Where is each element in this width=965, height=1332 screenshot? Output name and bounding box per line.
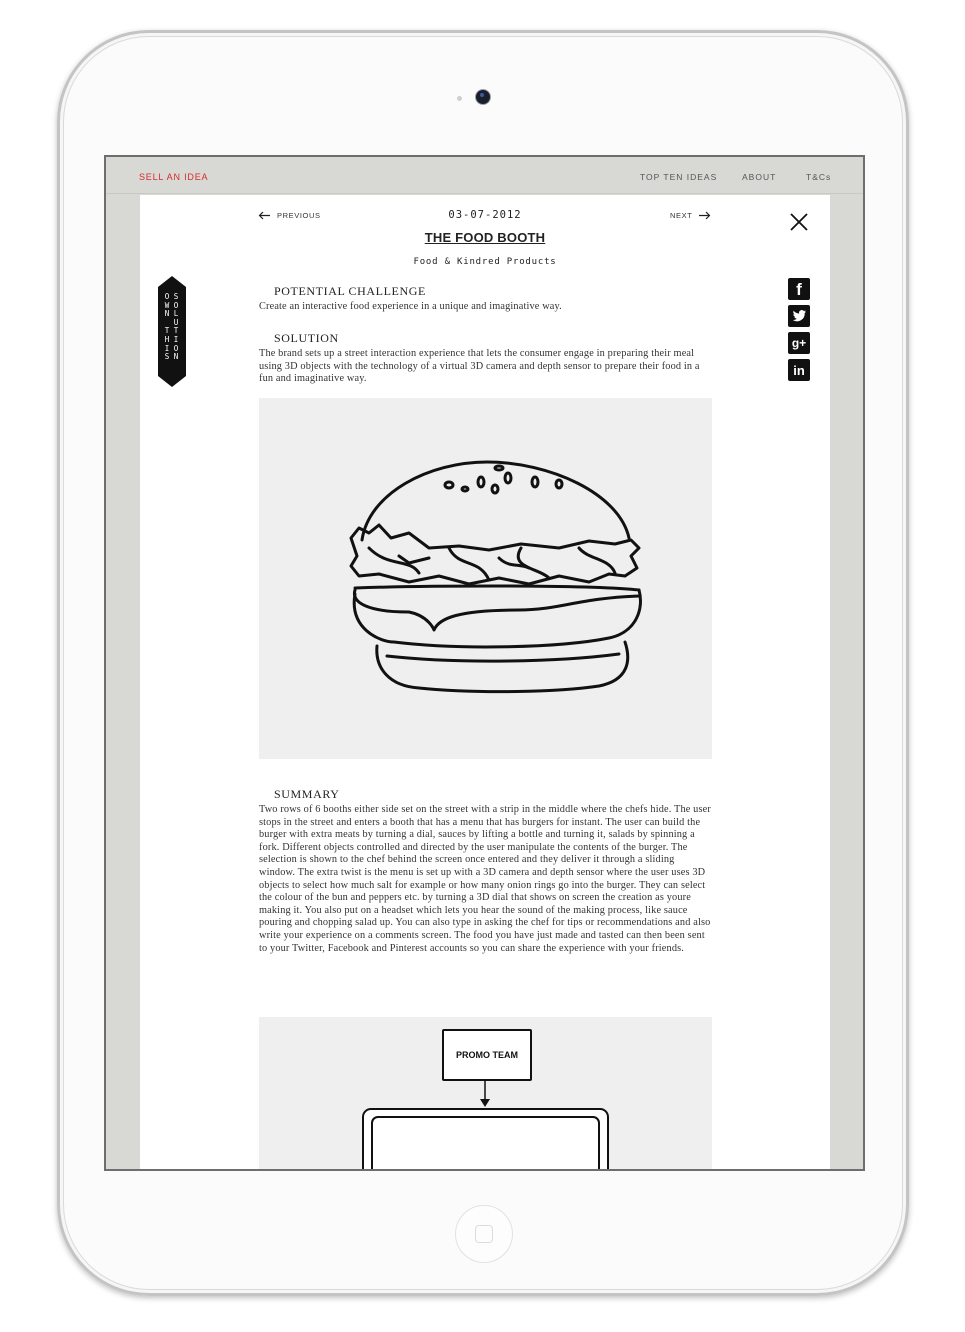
promo-flow-diagram bbox=[259, 1017, 712, 1169]
googleplus-icon: g+ bbox=[791, 336, 807, 350]
arrow-right-icon bbox=[698, 211, 711, 220]
solution-heading: SOLUTION bbox=[274, 331, 339, 345]
burger-icon bbox=[259, 398, 712, 759]
linkedin-icon: in bbox=[793, 363, 805, 378]
idea-title: THE FOOD BOOTH bbox=[424, 230, 546, 245]
previous-link[interactable] bbox=[258, 211, 321, 220]
next-link[interactable] bbox=[670, 211, 711, 220]
nav-sell-an-idea[interactable]: SELL AN IDEA bbox=[139, 172, 209, 182]
screen bbox=[106, 157, 863, 1169]
challenge-text: Create an interactive food experience in a unique and imaginative way. bbox=[259, 301, 562, 312]
home-button[interactable] bbox=[455, 1205, 513, 1263]
idea-page bbox=[140, 195, 830, 1169]
front-camera bbox=[476, 90, 490, 104]
burger-illustration bbox=[259, 398, 712, 759]
badge-col-own-this: O W N T H I S bbox=[164, 292, 170, 362]
facebook-icon: f bbox=[796, 280, 802, 299]
diagram-connector bbox=[259, 1017, 712, 1169]
top-nav bbox=[106, 157, 863, 194]
summary-heading: SUMMARY bbox=[274, 787, 340, 801]
nav-about[interactable]: ABOUT bbox=[742, 172, 777, 182]
previous-label: PREVIOUS bbox=[277, 211, 321, 220]
summary-text: Two rows of 6 booths either side set on the street with a strip in the middle where the chefs hide. The user stops in the street and enters a booth that has a menu that has burgers for instant. The user can build the burger with extra meats by turning a dial, sauces by lifting a bottle and turning it, salads by spinning a fork. Different objects controlled and directed by the user manipulate the contents of the burger. The selection is shown to the chef behind the screen once entered and they deliver it through a sliding window. The extra twist is the menu is set up with a 3D camera and depth sensor where the user uses 3D objects to select how much salt for example or how many onion rings go into the burger. They can select the colour of the bun and peppers etc. by turning a 3D dial that shows on screen the creation as youre making it. You also put on a headset which lets you hear the sound of the making process, like sauce pouring and chopping salad up. You can also type in asking the chef for tips or recommendations and also write your experience on a comments screen. The food you have just made and tasted can then been sent to your Twitter, Facebook and Pinterest accounts so you can share the experience with your friends. bbox=[259, 804, 711, 954]
facebook-share-button[interactable] bbox=[788, 278, 810, 300]
challenge-heading: POTENTIAL CHALLENGE bbox=[274, 284, 426, 298]
nav-tcs[interactable]: T&Cs bbox=[806, 172, 832, 182]
nav-top-ten-ideas[interactable]: TOP TEN IDEAS bbox=[640, 172, 718, 182]
solution-text: The brand sets up a street interaction experience that lets the consumer engage in preparing their meal using 3D objects with the technology of a virtual 3D camera and depth sensor to prepare their food in a fun and imaginative way. bbox=[259, 348, 700, 385]
googleplus-share-button[interactable] bbox=[788, 332, 810, 354]
linkedin-share-button[interactable] bbox=[788, 359, 810, 381]
idea-date: 03-07-2012 bbox=[448, 209, 522, 221]
promo-team-label: PROMO TEAM bbox=[456, 1050, 518, 1060]
twitter-share-button[interactable] bbox=[788, 305, 810, 327]
next-label: NEXT bbox=[670, 211, 693, 220]
close-icon[interactable] bbox=[787, 210, 811, 234]
idea-brand: Food & Kindred Products bbox=[413, 257, 557, 267]
sensor-dot bbox=[457, 96, 462, 101]
arrow-left-icon bbox=[258, 211, 271, 220]
twitter-icon bbox=[788, 305, 810, 327]
home-button-icon bbox=[475, 1225, 493, 1243]
own-this-solution-badge[interactable] bbox=[157, 276, 187, 387]
badge-col-solution: S O L U T I O N bbox=[173, 292, 179, 362]
